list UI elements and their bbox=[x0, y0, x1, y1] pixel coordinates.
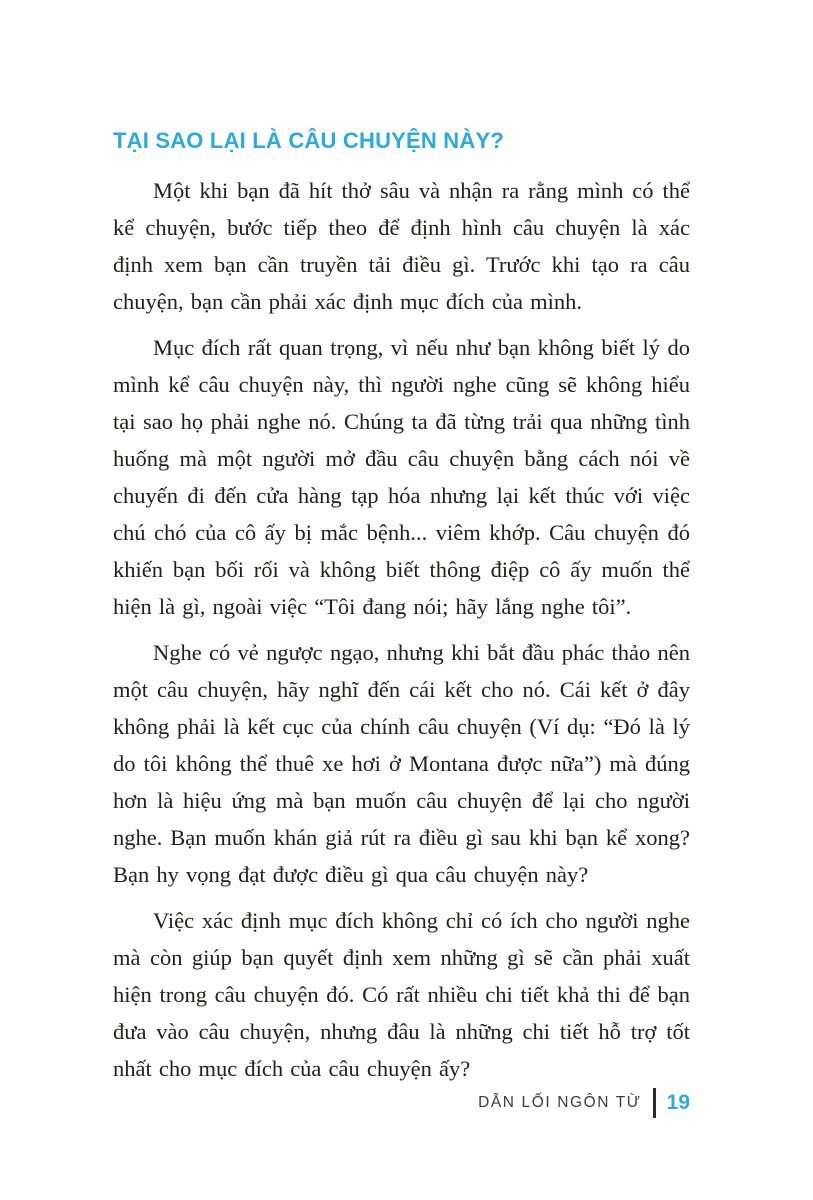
paragraph-4: Việc xác định mục đích không chỉ có ích cho người nghe mà còn giúp bạn quyết định xem những gì sẽ cần phải xuất hiện trong câu chuyện đó. Có rất nhiều chi tiết khả thi để bạn đưa vào câu chuyện, nhưng đâu là những chi tiết hỗ trợ tốt nhất cho mục đích của câu chuyện ấy? bbox=[113, 908, 690, 1081]
section-heading: TẠI SAO LẠI LÀ CÂU CHUYỆN NÀY? bbox=[113, 128, 504, 153]
page-footer bbox=[478, 1088, 690, 1118]
page-content bbox=[113, 127, 690, 1096]
footer-divider bbox=[653, 1088, 656, 1118]
paragraph-1: Một khi bạn đã hít thở sâu và nhận ra rằng mình có thể kể chuyện, bước tiếp theo để định hình câu chuyện là xác định xem bạn cần truyền tải điều gì. Trước khi tạo ra câu chuyện, bạn cần phải xác định mục đích của mình. bbox=[113, 178, 690, 314]
footer-book-title: DẪN LỐI NGÔN TỪ bbox=[478, 1094, 642, 1111]
paragraph-2: Mục đích rất quan trọng, vì nếu như bạn không biết lý do mình kể câu chuyện này, thì người nghe cũng sẽ không hiểu tại sao họ phải nghe nó. Chúng ta đã từng trải qua những tình huống mà một người mở đầu câu chuyện bằng cách nói về chuyến đi đến cửa hàng tạp hóa nhưng lại kết thúc với việc chú chó của cô ấy bị mắc bệnh... viêm khớp. Câu chuyện đó khiến bạn bối rối và không biết thông điệp cô ấy muốn thể hiện là gì, ngoài việc “Tôi đang nói; hãy lắng nghe tôi”. bbox=[113, 335, 690, 619]
footer-page-number: 19 bbox=[666, 1091, 690, 1114]
paragraph-3: Nghe có vẻ ngược ngạo, nhưng khi bắt đầu phác thảo nên một câu chuyện, hãy nghĩ đến cái kết cho nó. Cái kết ở đây không phải là kết cục của chính câu chuyện (Ví dụ: “Đó là lý do tôi không thể thuê xe hơi ở Montana được nữa”) mà đúng hơn là hiệu ứng mà bạn muốn câu chuyện để lại cho người nghe. Bạn muốn khán giả rút ra điều gì sau khi bạn kể xong? Bạn hy vọng đạt được điều gì qua câu chuyện này? bbox=[113, 640, 690, 887]
